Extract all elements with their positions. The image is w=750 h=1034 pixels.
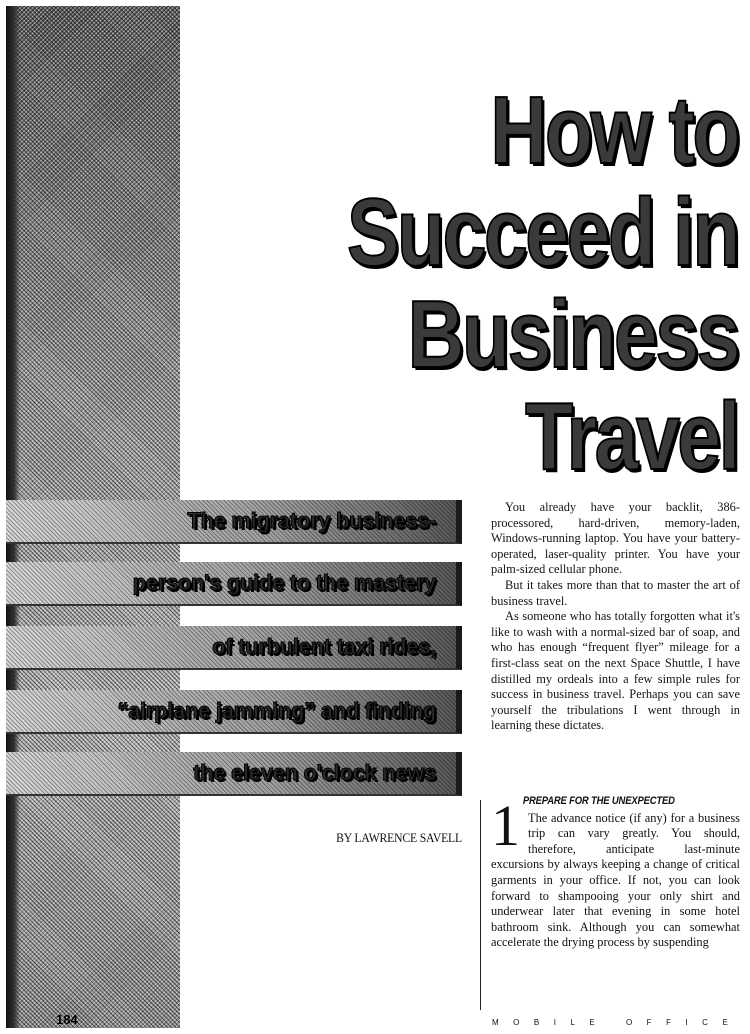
- magazine-footer: MOBILE OFFICE: [492, 1018, 743, 1027]
- title-line-1: How to: [490, 77, 738, 184]
- deck-line-4: “airplane jamming” and finding: [117, 698, 436, 723]
- step-section: [491, 794, 740, 951]
- deck-strip: [6, 690, 462, 734]
- article-title: [279, 77, 738, 490]
- body-paragraph: You already have your backlit, 386-processored, hard-driven, memory-laden, Windows-running laptop. You have your battery-operated, laser-quality printer. You have your palm-sized cellular phone.: [491, 500, 740, 577]
- body-paragraph: But it takes more than that to master the art of business travel.: [491, 577, 740, 608]
- body-column: [491, 500, 740, 734]
- page-number: 184: [56, 1012, 78, 1027]
- body-paragraph: As someone who has totally forgotten what it's like to wash with a normal-sized bar of soap, and who has enough “frequent flyer” mileage for a first-class seat on the next Space Shuttle, I have distilled my ordeals into a few simple rules for success in business travel. Perhaps you can save yourself the tribulations I went through in learning these dictates.: [491, 609, 740, 733]
- title-line-3: Business Travel: [407, 281, 738, 490]
- step-heading: PREPARE FOR THE UNEXPECTED: [522, 795, 675, 807]
- column-rule: [480, 800, 481, 1010]
- title-line-2: Succeed in: [346, 179, 738, 286]
- deck-line-3: of turbulent taxi rides,: [212, 634, 436, 659]
- step-number: 1: [491, 793, 520, 858]
- deck-line-5: the eleven o'clock news: [193, 760, 436, 785]
- step-text: The advance notice (if any) for a business trip can vary greatly. You should, therefore, anticipate last-minute excursions by always keeping a change of critical garments in your office. If not, you can look forward to shampooing your only shirt and underwear later that evening in some hotel bathroom sink. Although you can somewhat accelerate the drying process by suspending: [491, 810, 740, 950]
- deck-strip: [6, 562, 462, 606]
- deck-line-2: person's guide to the mastery: [132, 570, 436, 595]
- deck-strip: [6, 626, 462, 670]
- deck-strip: [6, 500, 462, 544]
- deck-line-1: The migratory business-: [187, 508, 436, 533]
- deck-strip: [6, 752, 462, 796]
- byline: BY LAWRENCE SAVELL: [336, 830, 462, 845]
